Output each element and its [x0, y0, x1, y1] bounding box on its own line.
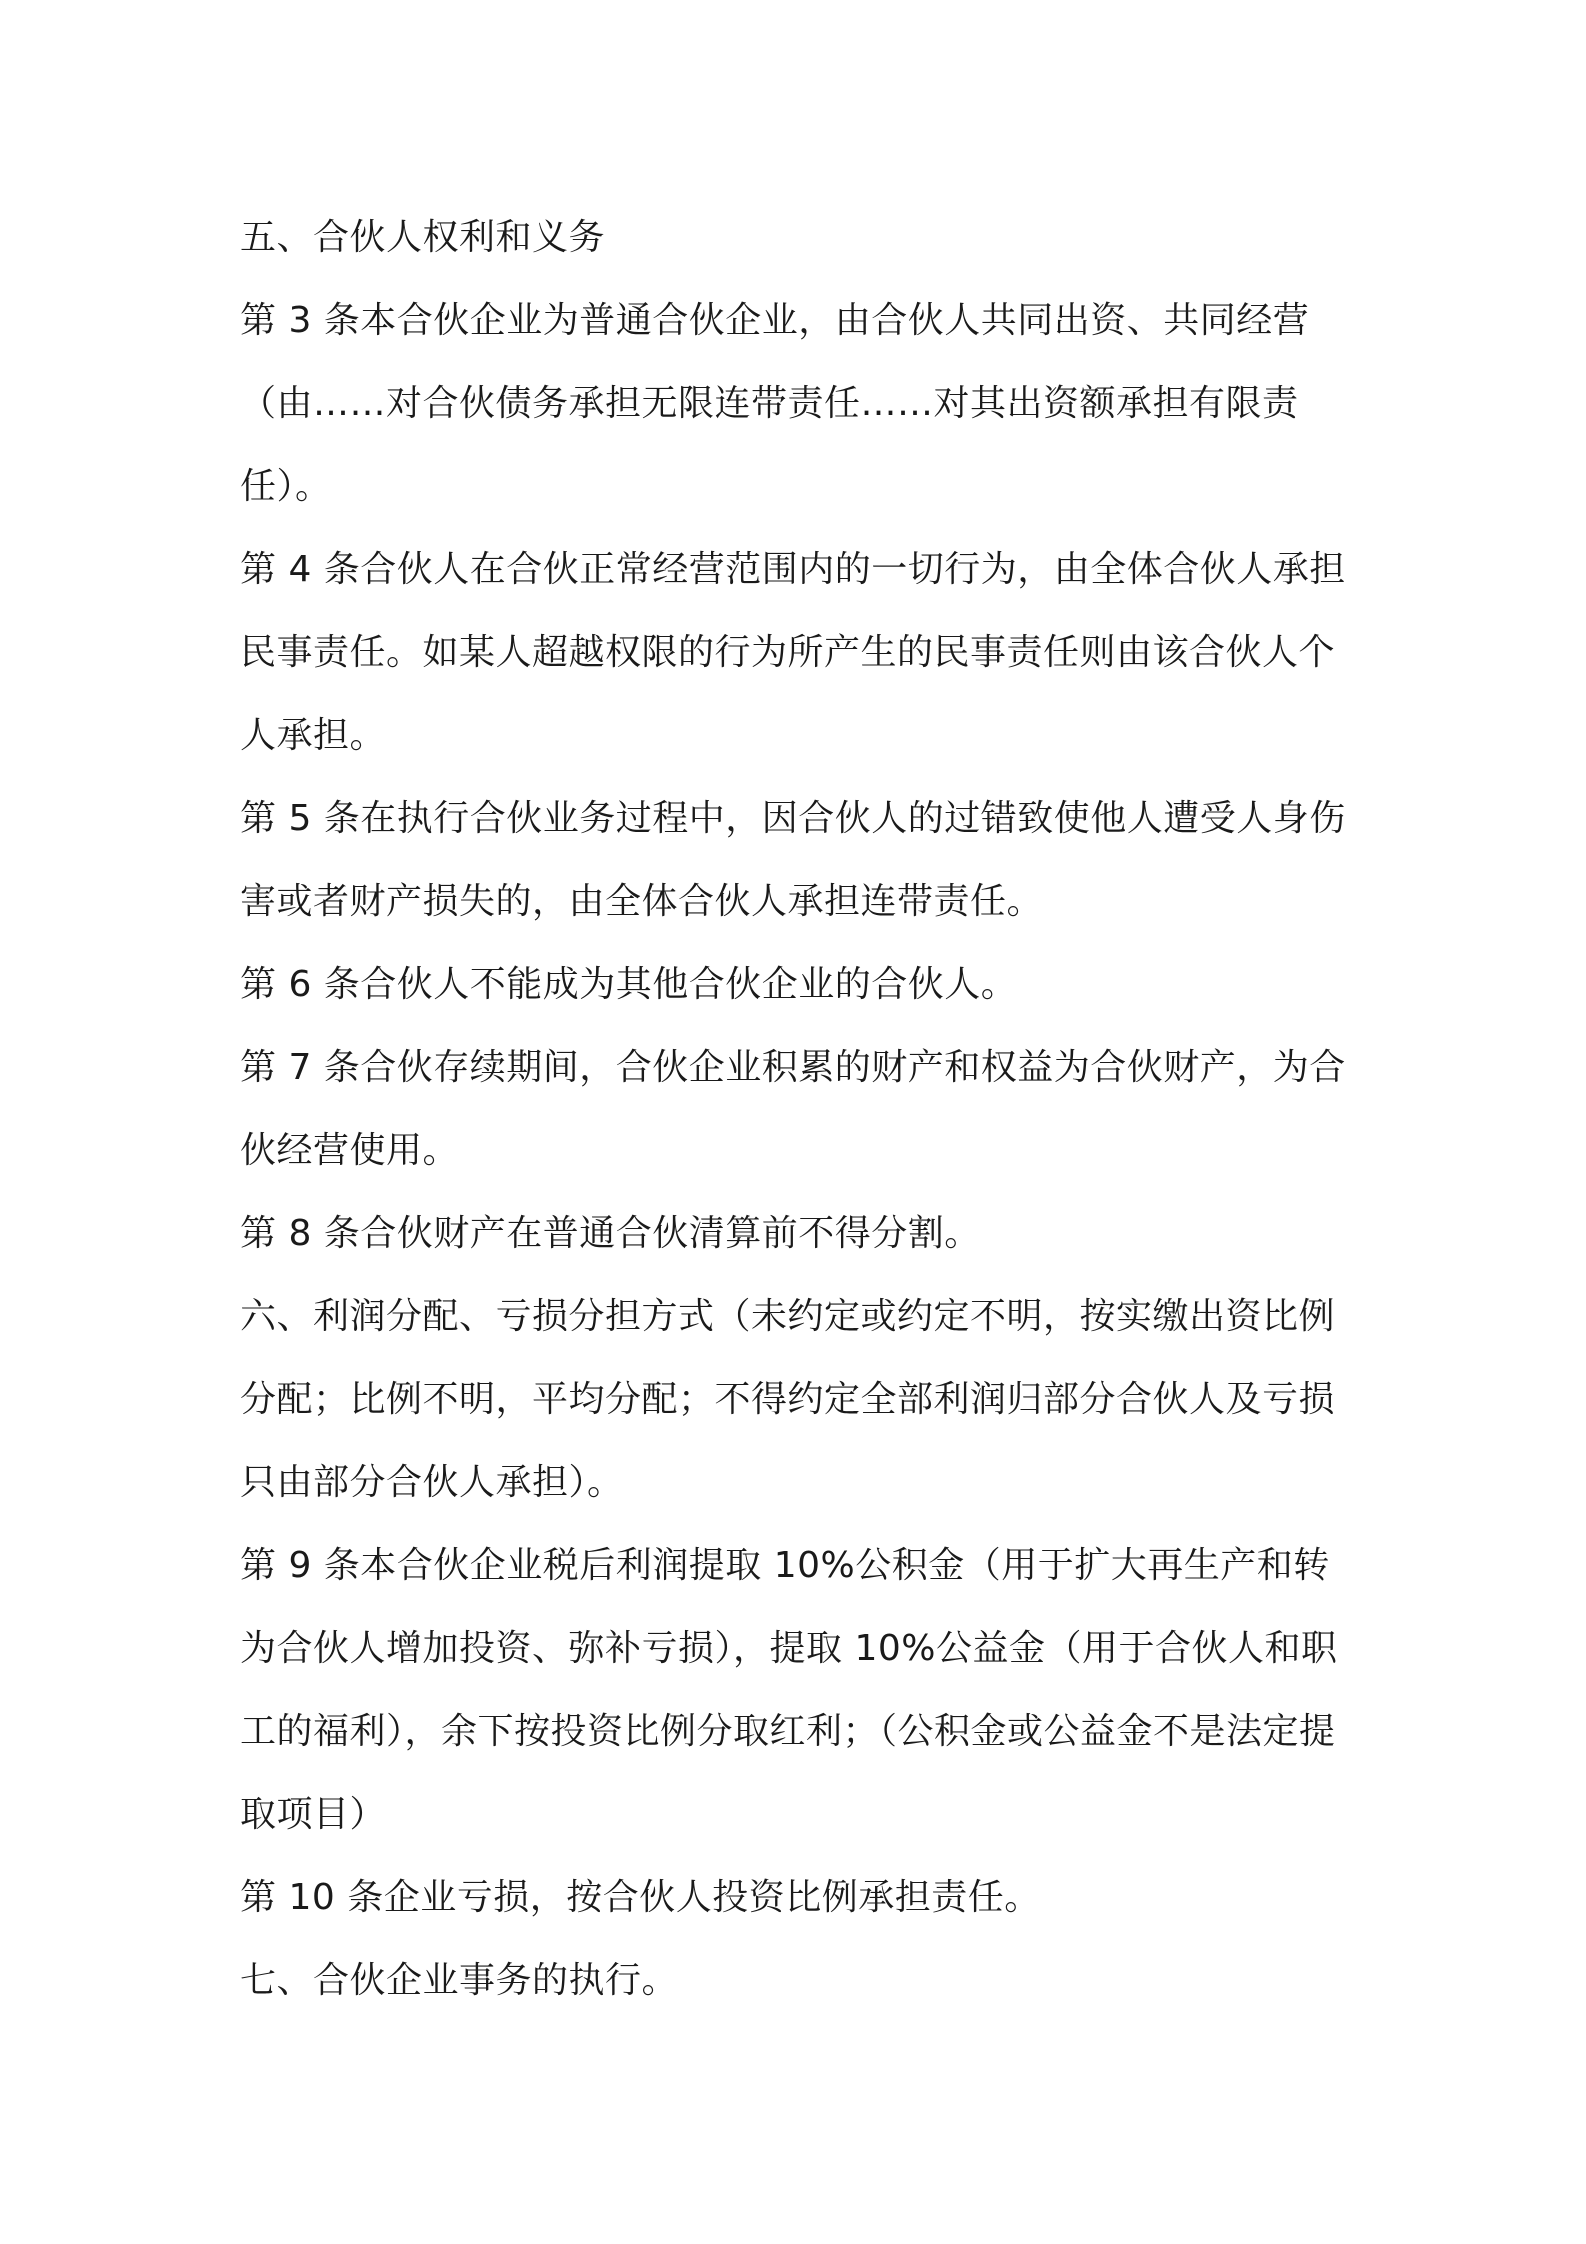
- article-4-line-3: 人承担。: [240, 715, 387, 756]
- document-body: [240, 196, 1360, 2022]
- article-3-line-1: 第 3 条本合伙企业为普通合伙企业，由合伙人共同出资、共同经营: [240, 300, 1310, 341]
- article-7-line-1: 第 7 条合伙存续期间，合伙企业积累的财产和权益为合伙财产，为合: [240, 1047, 1346, 1088]
- section-heading-6-line-2: 分配；比例不明，平均分配；不得约定全部利润归部分合伙人及亏损: [240, 1379, 1336, 1420]
- article-8-line-1: 第 8 条合伙财产在普通合伙清算前不得分割。: [240, 1213, 981, 1254]
- article-9-line-4: 取项目）: [240, 1794, 387, 1835]
- section-heading-7: 七、合伙企业事务的执行。: [240, 1960, 679, 2001]
- article-5-line-2: 害或者财产损失的，由全体合伙人承担连带责任。: [240, 881, 1044, 922]
- article-10-line-1: 第 10 条企业亏损，按合伙人投资比例承担责任。: [240, 1877, 1041, 1918]
- article-3-line-2: （由……对合伙债务承担无限连带责任……对其出资额承担有限责: [240, 383, 1299, 424]
- article-5-line-1: 第 5 条在执行合伙业务过程中，因合伙人的过错致使他人遭受人身伤: [240, 798, 1346, 839]
- article-4-line-1: 第 4 条合伙人在合伙正常经营范围内的一切行为，由全体合伙人承担: [240, 549, 1346, 590]
- article-9-line-3: 工的福利），余下按投资比例分取红利；（公积金或公益金不是法定提: [240, 1711, 1336, 1752]
- section-heading-6-line-3: 只由部分合伙人承担）。: [240, 1462, 624, 1503]
- article-3-line-3: 任）。: [240, 466, 332, 507]
- article-6-line-1: 第 6 条合伙人不能成为其他合伙企业的合伙人。: [240, 964, 1018, 1005]
- section-heading-6-line-1: 六、利润分配、亏损分担方式（未约定或约定不明，按实缴出资比例: [240, 1296, 1336, 1337]
- article-9-line-1: 第 9 条本合伙企业税后利润提取 10%公积金（用于扩大再生产和转: [240, 1545, 1330, 1586]
- article-9-line-2: 为合伙人增加投资、弥补亏损），提取 10%公益金（用于合伙人和职: [240, 1628, 1338, 1669]
- article-4-line-2: 民事责任。如某人超越权限的行为所产生的民事责任则由该合伙人个: [240, 632, 1336, 673]
- section-heading-5: 五、合伙人权利和义务: [240, 217, 606, 258]
- article-7-line-2: 伙经营使用。: [240, 1130, 460, 1171]
